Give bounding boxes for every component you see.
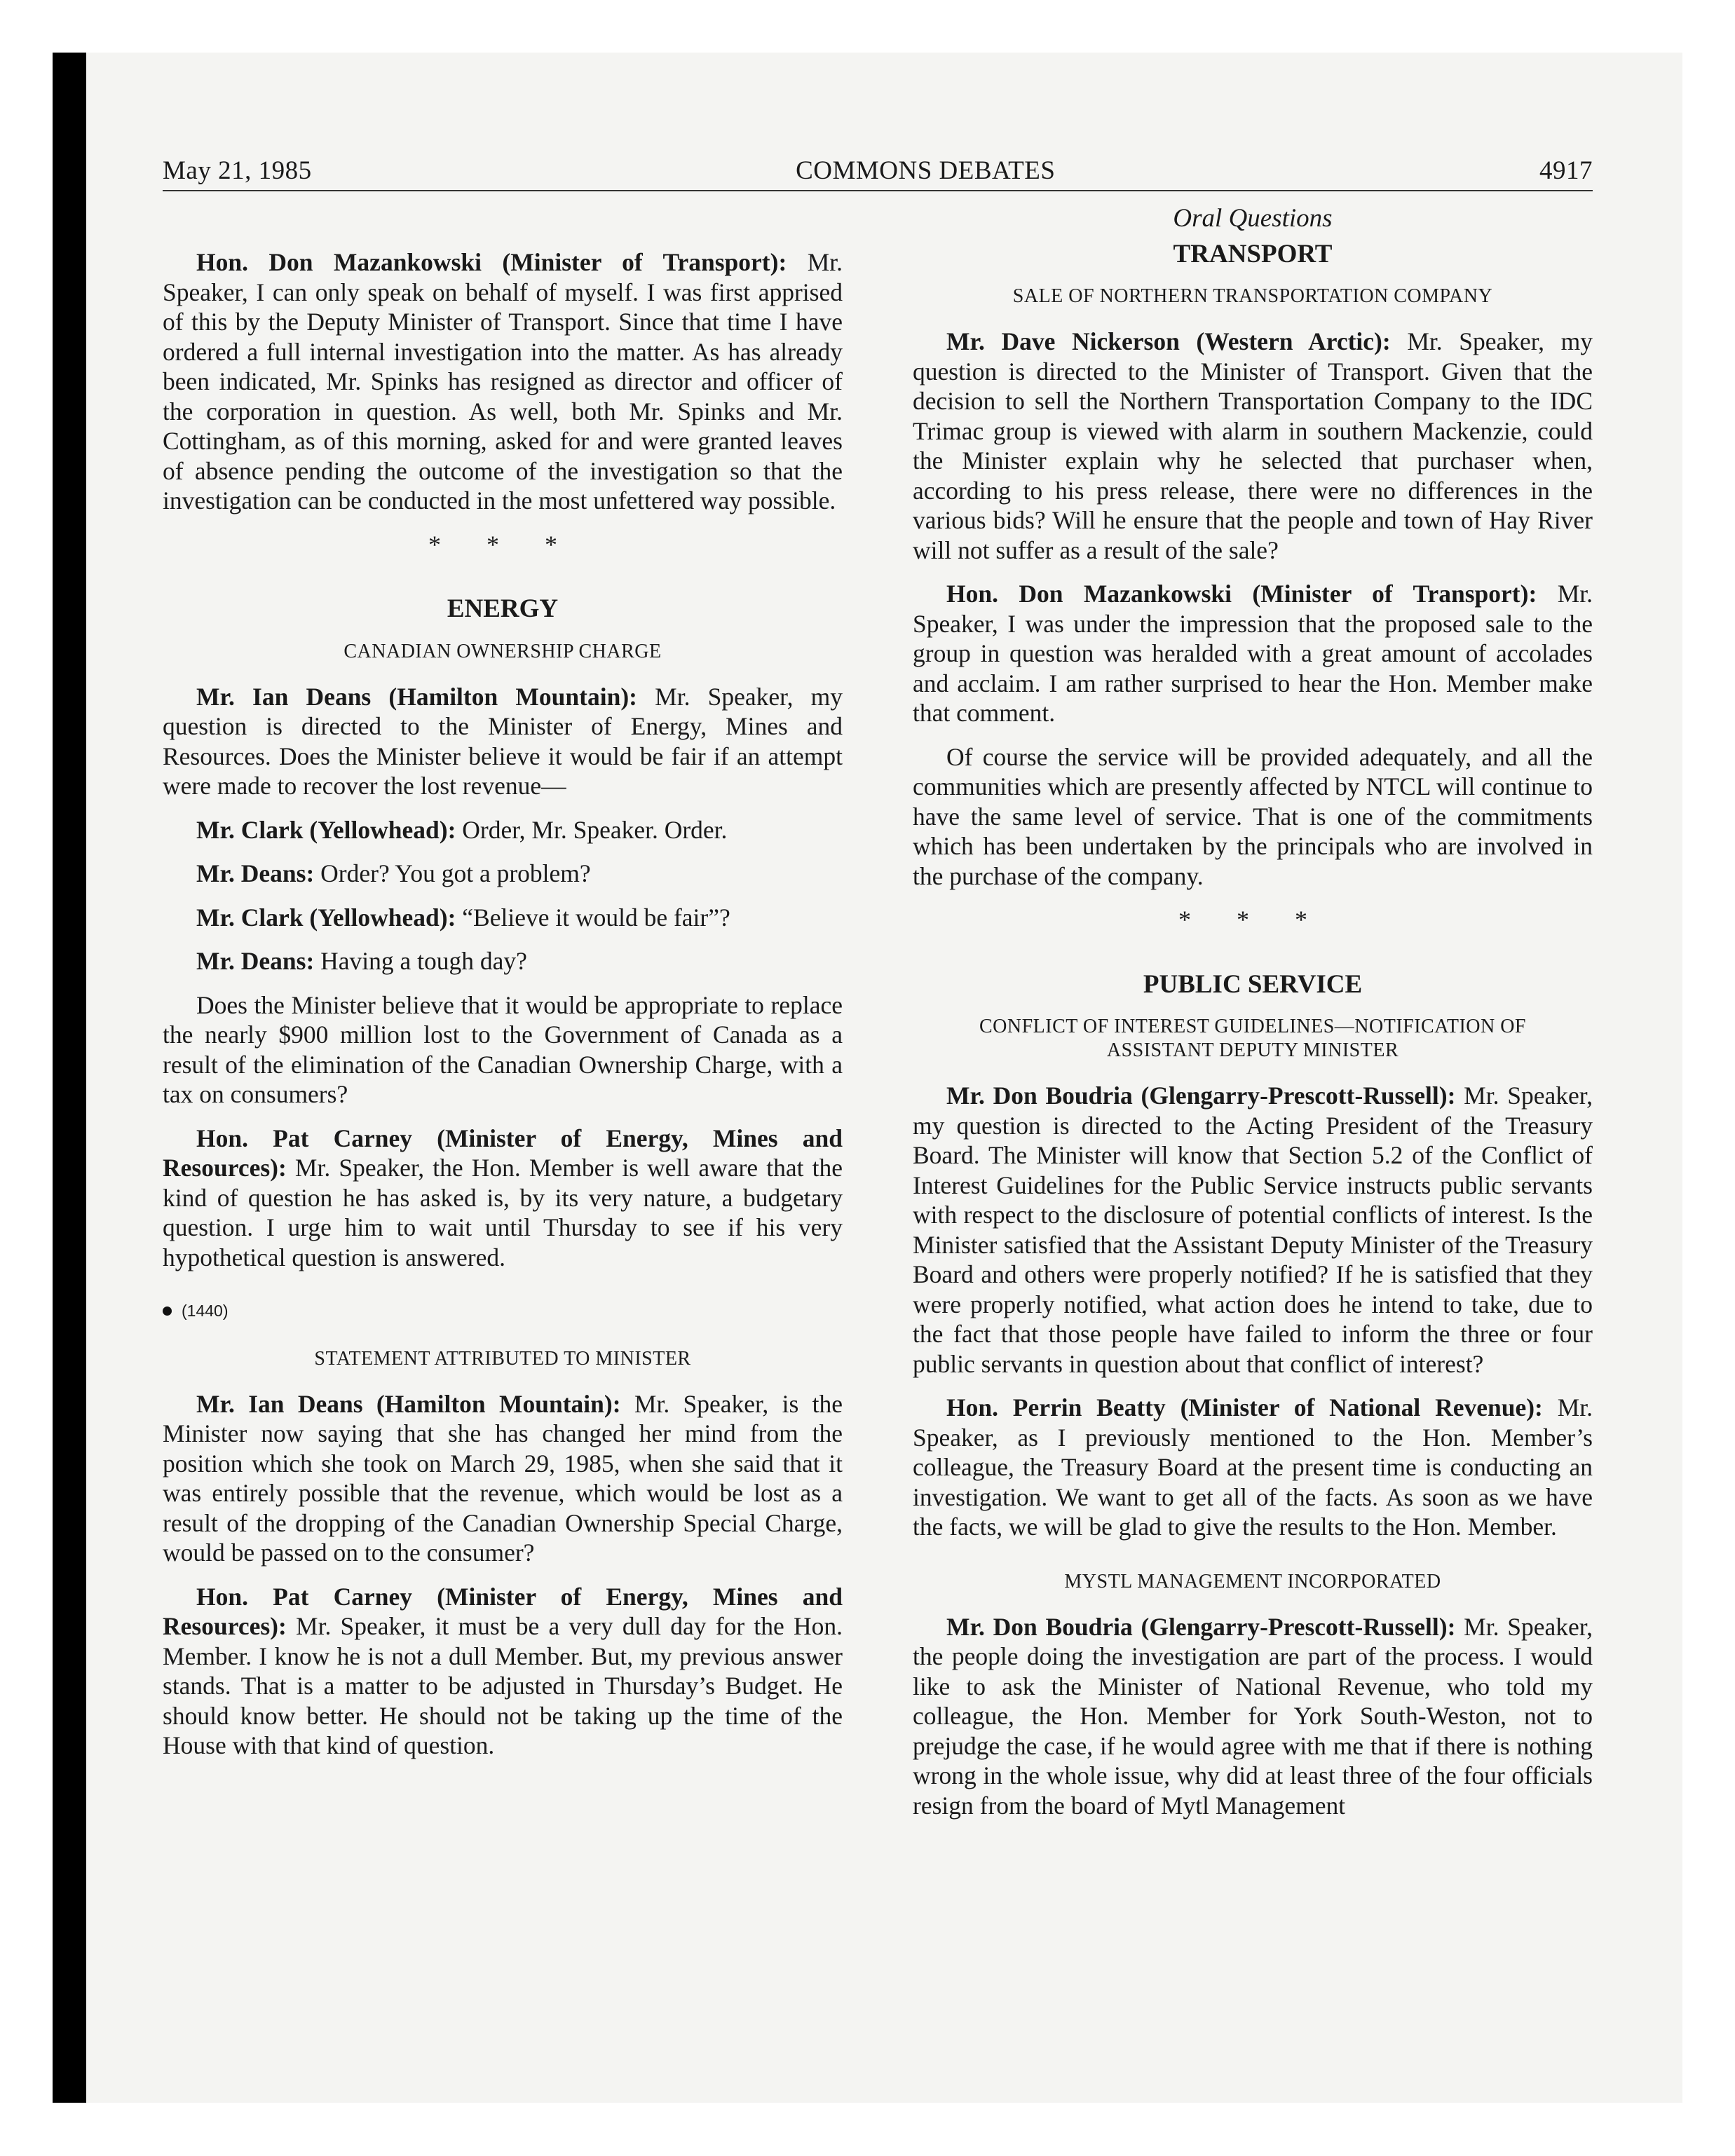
right-column — [913, 204, 1593, 1834]
speaker-name: Mr. Don Boudria (Glengarry-Prescott-Russell): — [946, 1612, 1456, 1641]
speech-text: Mr. Speaker, it must be a very dull day for the Hon. Member. I know he is not a dull Member. But, my previous answer stands. That is a matter to be adjusted in Thursday’s Budget. He should know better. He should not be taking up the time of the House with that kind of question. — [163, 1612, 843, 1759]
paragraph — [163, 815, 843, 845]
section-label: Oral Questions — [1173, 204, 1333, 233]
speech-text: Having a tough day? — [314, 947, 527, 975]
paragraph — [163, 859, 843, 889]
paragraph — [913, 1612, 1593, 1821]
speaker-name: Mr. Clark (Yellowhead): — [196, 903, 456, 932]
paragraph: Of course the service will be provided adequately, and all the communities which are presently affected by NTCL will continue to have the same level of service. That is one of the commitments which has been undertaken by the principals who are involved in the purchase of the company. — [913, 742, 1593, 890]
running-header — [163, 156, 1593, 191]
speech-text: Order? You got a problem? — [314, 859, 591, 887]
paragraph — [163, 1389, 843, 1568]
speaker-name: Mr. Don Boudria (Glengarry-Prescott-Russell): — [946, 1082, 1456, 1110]
paragraph — [913, 1393, 1593, 1542]
section-subheading: CANADIAN OWNERSHIP CHARGE — [343, 640, 662, 662]
section-divider: * * * — [428, 530, 577, 559]
speech-text: Mr. Speaker, the people doing the investigation are part of the process. I would like to ask the Minister of National Revenue, who told my colleague, the Hon. Member for York South-Weston, not to prejudge the case, if he would agree with me that if there is nothing wrong in the whole issue, why did at least three of the four officials resign from the board of Mytl Management — [913, 1612, 1593, 1820]
speaker-name: Mr. Deans: — [196, 947, 315, 975]
header-date: May 21, 1985 — [163, 156, 312, 185]
speech-text: Mr. Speaker, as I previously mentioned to the Hon. Member’s colleague, the Treasury Board at the present time is conducting an investigation. We want to get all of the facts. As soon as we have the facts, we will be glad to give the results to the Hon. Member. — [913, 1393, 1593, 1541]
header-page-number: 4917 — [1539, 156, 1593, 185]
speaker-name: Hon. Don Mazankowski (Minister of Transport): — [946, 580, 1537, 608]
document-page — [163, 156, 1593, 1834]
paragraph — [913, 327, 1593, 565]
left-column — [163, 204, 843, 1834]
speech-text: Order, Mr. Speaker. Order. — [456, 815, 728, 844]
speech-text: Mr. Speaker, my question is directed to the Acting President of the Treasury Board. The Minister will know that Section 5.2 of the Conflict of Interest Guidelines for the Public Service instructs public servants with respect to the disclosure of potential conflicts of interest. Is the Minister satisfied that the Assistant Deputy Minister of the Treasury Board and others were properly notified? If he is satisfied that they were properly notified, what action does he intend to take, due to the fact that those people have failed to inform the three or four public servants in question about that conflict of interest? — [913, 1082, 1593, 1378]
section-heading: ENERGY — [447, 594, 559, 623]
speech-text: Mr. Speaker, the Hon. Member is well aware that the kind of question he has asked is, by its very nature, a budgetary question. I urge him to wait until Thursday to see if his very hypothetical question is answered. — [163, 1154, 843, 1271]
paragraph — [163, 1582, 843, 1761]
section-subheading: MYSTL MANAGEMENT INCORPORATED — [1064, 1570, 1441, 1592]
time-stamp: (1440) — [182, 1302, 229, 1320]
speech-text: Mr. Speaker, is the Minister now saying that she has changed her mind from the position which she took on March 29, 1985, when she said that it was entirely possible that the revenue, which would be lost as a result of the dropping of the Canadian Ownership Special Charge, would be passed on to the consumer? — [163, 1389, 843, 1567]
section-divider: * * * — [1178, 906, 1327, 934]
section-subheading: STATEMENT ATTRIBUTED TO MINISTER — [314, 1347, 691, 1370]
two-column-body — [163, 204, 1593, 1834]
paragraph — [163, 1124, 843, 1273]
speaker-name: Hon. Perrin Beatty (Minister of National Revenue): — [946, 1393, 1543, 1421]
section-subheading: SALE OF NORTHERN TRANSPORTATION COMPANY — [1012, 285, 1493, 307]
paragraph: Does the Minister believe that it would be appropriate to replace the nearly $900 million lost to the Government of Canada as a result of the elimination of the Canadian Ownership Charge, with a tax on consumers? — [163, 990, 843, 1108]
speech-text: “Believe it would be fair”? — [456, 903, 730, 932]
speaker-name: Mr. Clark (Yellowhead): — [196, 815, 456, 844]
section-heading: TRANSPORT — [1173, 239, 1333, 268]
speech-text: Mr. Speaker, I was under the impression that the proposed sale to the group in question was heralded with a great amount of accolades and acclaim. I am rather surprised to hear the Hon. Member make that comment. — [913, 580, 1593, 727]
speaker-name: Mr. Dave Nickerson (Western Arctic): — [946, 327, 1391, 355]
paragraph — [163, 247, 843, 516]
header-title: COMMONS DEBATES — [796, 156, 1056, 185]
speaker-name: Mr. Deans: — [196, 859, 315, 887]
speaker-name: Hon. Pat Carney (Minister of Energy, Mines and Resources): — [163, 1124, 843, 1182]
speech-text: Mr. Speaker, I can only speak on behalf of myself. I was first apprised of this by the Deputy Minister of Transport. Since that time I have ordered a full internal investigation into the matter. As has already been indicated, Mr. Spinks has resigned as director and officer of the corporation in question. As well, both Mr. Spinks and Mr. Cottingham, as of this morning, asked for and were granted leaves of absence pending the outcome of the investigation so that the investigation can be conducted in the most unfettered way possible. — [163, 248, 843, 514]
speaker-name: Hon. Pat Carney (Minister of Energy, Mines and Resources): — [163, 1582, 843, 1640]
paragraph — [913, 1081, 1593, 1379]
bullet-icon — [163, 1306, 172, 1316]
speech-text: Mr. Speaker, my question is directed to the Minister of Transport. Given that the decision to sell the Northern Transportation Company to the IDC Trimac group is viewed with alarm in southern Mackenzie, could the Minister explain why he selected that purchaser when, according to his press release, there were no differences in the various bids? Will he ensure that the people and town of Hay River will not suffer as a result of the sale? — [913, 327, 1593, 564]
speech-text: Mr. Speaker, my question is directed to the Minister of Energy, Mines and Resources. Does the Minister believe it would be fair if an attempt were made to recover the lost revenue— — [163, 682, 843, 800]
paragraph — [163, 946, 843, 976]
paragraph — [163, 903, 843, 933]
paragraph — [913, 579, 1593, 728]
section-subheading: CONFLICT OF INTEREST GUIDELINES—NOTIFICATION OF ASSISTANT DEPUTY MINISTER — [979, 1016, 1527, 1061]
section-heading: PUBLIC SERVICE — [1143, 969, 1363, 999]
speaker-name: Hon. Don Mazankowski (Minister of Transport): — [196, 248, 787, 276]
speaker-name: Mr. Ian Deans (Hamilton Mountain): — [196, 682, 637, 711]
paragraph — [163, 682, 843, 801]
time-marker — [163, 1296, 843, 1326]
speaker-name: Mr. Ian Deans (Hamilton Mountain): — [196, 1389, 621, 1418]
scan-binding-edge — [53, 53, 86, 2103]
